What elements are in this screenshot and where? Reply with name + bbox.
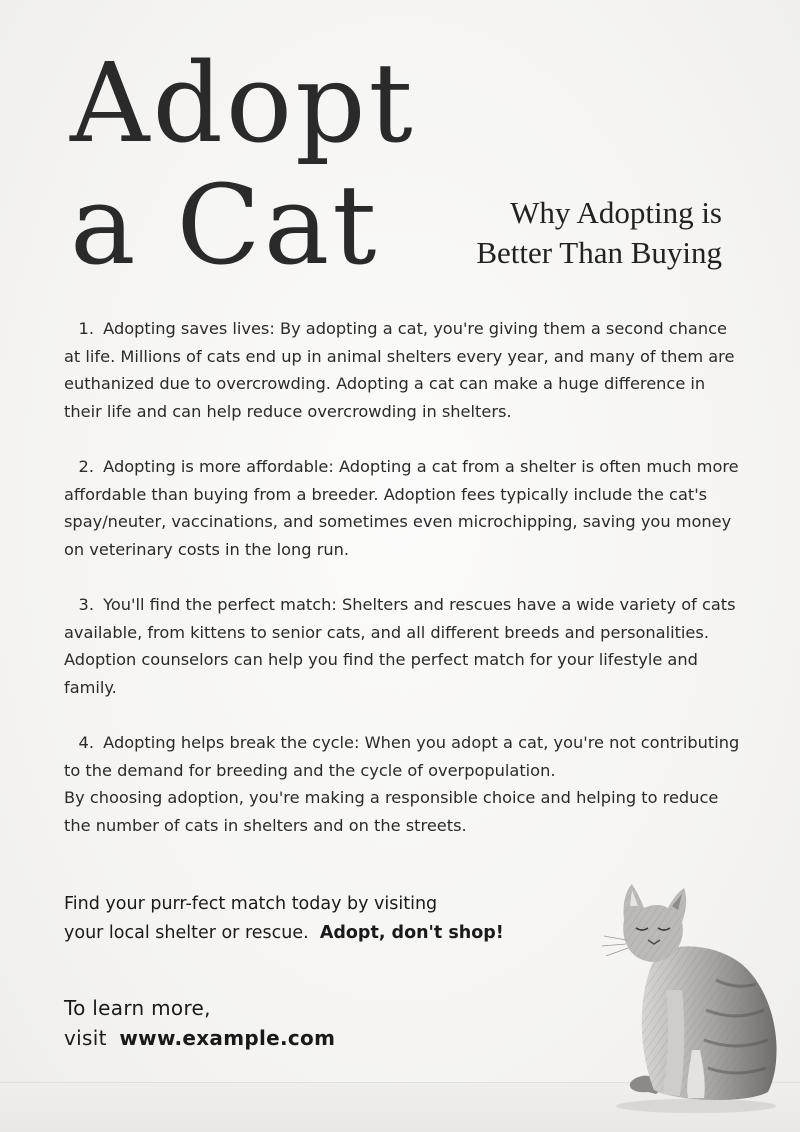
cta-line-1: Find your purr-fect match today by visiting [64,894,438,914]
reason-number: 4. [78,732,94,752]
subtitle [476,193,722,273]
reason-text: Adopting helps break the cycle: When you adopt a cat, you're not contributing to the demand for breeding and the cycle of overpopulation. [64,732,740,780]
reason-text: Adopting is more affordable: Adopting a cat from a shelter is often much more affordable than buying from a breeder. Adoption fees typically include the cat's spay/neuter, vaccinations, and sometimes even microchipping, saving you money on veterinary costs in the long run. [64,456,739,559]
reasons-list [64,315,744,867]
reason-4 [64,729,744,839]
learn-more-line-1: To learn more, [64,996,211,1020]
learn-more [64,993,335,1053]
reason-text-continued: By choosing adoption, you're making a responsible choice and helping to reduce the number of cats in shelters and on the streets. [64,788,719,835]
reason-number: 3. [78,594,94,614]
subtitle-line-1: Why Adopting is [510,195,722,230]
cta-line-2: your local shelter or rescue. [64,923,309,943]
cat-illustration-icon [596,880,792,1116]
title-line-1: Adopt [70,39,416,167]
reason-number: 2. [78,456,94,476]
reason-number: 1. [78,319,94,338]
reason-3 [64,591,744,701]
subtitle-line-2: Better Than Buying [476,235,722,270]
cta-emphasis: Adopt, don't shop! [319,923,504,943]
call-to-action [64,890,504,948]
reason-text: Adopting saves lives: By adopting a cat, you're giving them a second chance at life. Millions of cats end up in animal shelters every year, and many of them are euthanized due to overcrowding. Adopting a cat can make a huge difference in their life and can help reduce overcrowding in shelters. [64,319,735,421]
reason-1 [64,315,744,425]
reason-2 [64,453,744,563]
visit-label: visit [64,1026,107,1050]
website-link[interactable]: www.example.com [119,1026,336,1050]
reason-text: You'll find the perfect match: Shelters and rescues have a wide variety of cats available, from kittens to senior cats, and all different breeds and personalities. Adoption counselors can help you find the perfect match for your lifestyle and family. [64,594,736,697]
title-line-2: a Cat [70,161,380,289]
page-title [70,39,416,289]
